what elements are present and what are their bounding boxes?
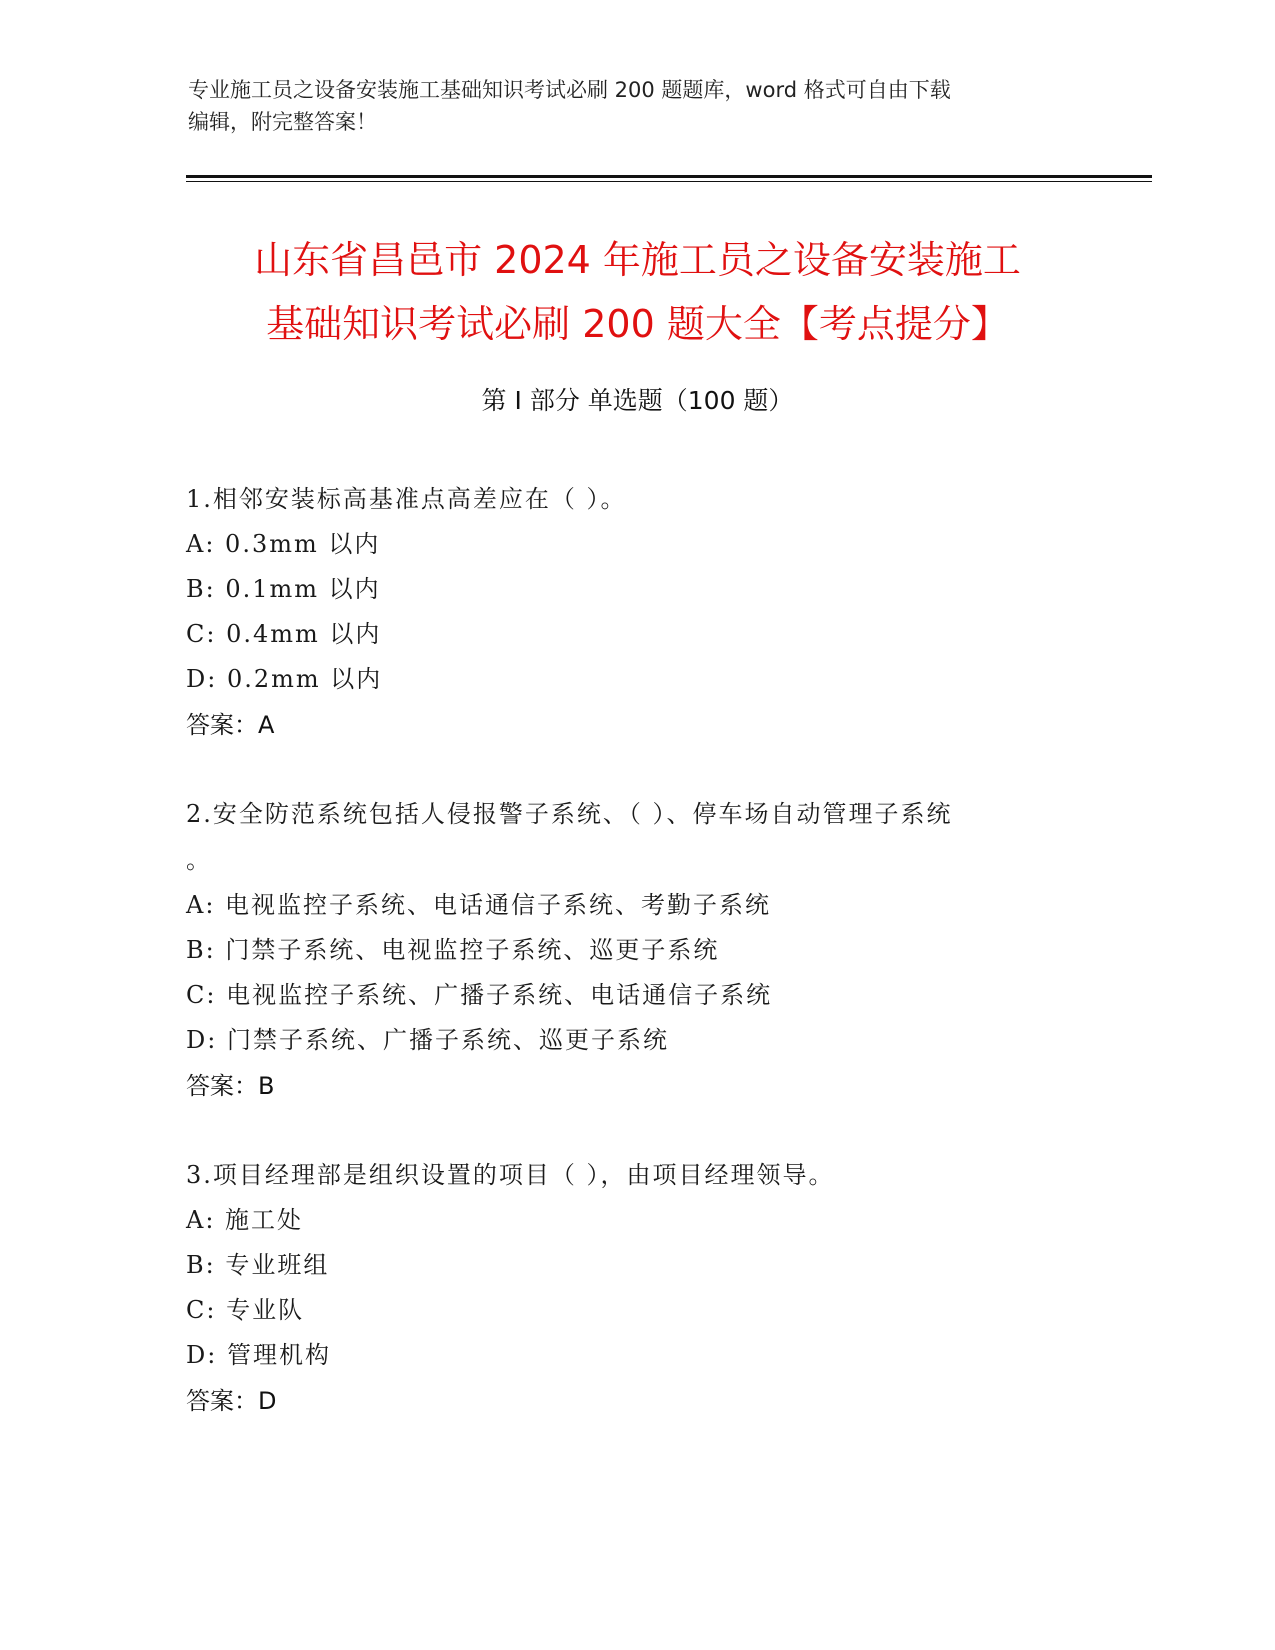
- option-a: A: 施工处: [186, 1206, 304, 1234]
- option-a: A: 0.3mm 以内: [186, 530, 381, 558]
- question-stem: 2.安全防范系统包括人侵报警子系统、（ ）、停车场自动管理子系统 。: [186, 800, 953, 874]
- option-d: D: 门禁子系统、广播子系统、巡更子系统: [186, 1026, 669, 1054]
- option-a: A: 电视监控子系统、电话通信子系统、考勤子系统: [186, 891, 772, 919]
- header-rule-thick: [186, 175, 1152, 178]
- question-stem: 3.项目经理部是组织设置的项目（ ），由项目经理领导。: [186, 1161, 835, 1189]
- question-stem: 1.相邻安装标高基准点高差应在（ ）。: [186, 485, 627, 513]
- question-list: [186, 476, 1086, 1467]
- answer: 答案：B: [186, 1072, 275, 1100]
- option-c: C: 电视监控子系统、广播子系统、电话通信子系统: [186, 981, 773, 1009]
- answer: 答案：D: [186, 1387, 277, 1415]
- document-title: 山东省昌邑市 2024 年施工员之设备安装施工 基础知识考试必刷 200 题大全【考点提分】: [254, 238, 1021, 346]
- question-1: [186, 476, 1086, 748]
- section-title: 第 I 部分 单选题（100 题）: [481, 386, 794, 415]
- option-c: C: 专业队: [186, 1296, 305, 1324]
- option-d: D: 0.2mm 以内: [186, 665, 383, 693]
- question-3: [186, 1152, 1086, 1424]
- option-d: D: 管理机构: [186, 1341, 331, 1369]
- option-b: B: 专业班组: [186, 1251, 330, 1279]
- answer: 答案：A: [186, 711, 275, 739]
- header-note: 专业施工员之设备安装施工基础知识考试必刷 200 题题库，word 格式可自由下载 编辑，附完整答案！: [188, 78, 951, 134]
- option-b: B: 0.1mm 以内: [186, 575, 381, 603]
- option-c: C: 0.4mm 以内: [186, 620, 382, 648]
- option-b: B: 门禁子系统、电视监控子系统、巡更子系统: [186, 936, 720, 964]
- question-2: [186, 791, 1086, 1109]
- header-rule-thin: [186, 181, 1152, 182]
